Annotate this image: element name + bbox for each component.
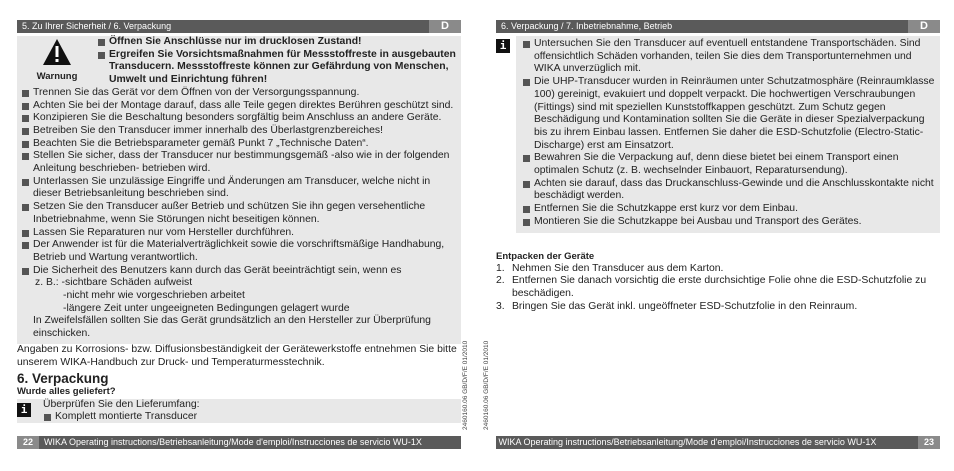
list-item: Achten sie darauf, dass das Druckanschluss-Gewinde und die Anschlusskontakte nicht beschädigt werden. bbox=[522, 178, 936, 203]
safety-list bbox=[21, 87, 457, 278]
example-line: -längere Zeit unter ungeeigneten Bedingungen gelagert wurde bbox=[63, 302, 350, 314]
footer-text: WIKA Operating instructions/Betriebsanleitung/Mode d'emploi/Instrucciones de servicio WU-1X bbox=[498, 437, 877, 447]
page-header bbox=[17, 20, 461, 33]
list-item: Entfernen Sie die Schutzkappe erst kurz vor dem Einbau. bbox=[522, 203, 936, 216]
right-page bbox=[496, 20, 940, 447]
list-item: Setzen Sie den Transducer außer Betrieb und schützen Sie ihn gegen versehentliche Inbetriebnahme, wenn Sie Störungen nicht beseitigen können. bbox=[21, 201, 457, 226]
language-badge: D bbox=[908, 20, 940, 33]
header-title: 6. Verpackung / 7. Inbetriebnahme, Betrieb bbox=[501, 21, 673, 31]
step-item bbox=[496, 263, 940, 276]
list-item: Beachten Sie die Betriebsparameter gemäß Punkt 7 „Technische Daten“. bbox=[21, 138, 457, 151]
info-block bbox=[496, 36, 940, 233]
warning-item: Öffnen Sie Anschlüsse nur im drucklosen Zustand! bbox=[97, 36, 457, 49]
step-item bbox=[496, 301, 940, 314]
list-item: Die Sicherheit des Benutzers kann durch das Gerät beeinträchtigt sein, wenn es bbox=[21, 265, 457, 278]
info-icon: i bbox=[17, 403, 31, 417]
doc-code: 2460160.06 GB/D/F/E 01/2010 bbox=[462, 340, 469, 430]
page-header bbox=[496, 20, 940, 33]
page-footer bbox=[496, 436, 940, 449]
footer-text: WIKA Operating instructions/Betriebsanleitung/Mode d'emploi/Instrucciones de servicio WU-1X bbox=[44, 437, 422, 447]
page-number: 23 bbox=[918, 436, 940, 449]
warning-label: Warnung bbox=[36, 70, 78, 82]
list-item: Lassen Sie Reparaturen nur vom Hersteller durchführen. bbox=[21, 227, 457, 240]
list-item: Die UHP-Transducer wurden in Reinräumen unter Schutzatmosphäre (Reinraumklasse 100) gereinigt, evakuiert und doppelt verpackt. Die hochwertigen Verschraubungen (Fittings) sind mit speziellen Kunststoffkappen geschützt. Zum Schutz gegen Beschädigung und Kontamination sollten Sie die Geräte in dieser Spezialverpackung bis zu ihrem Einbau lassen. Entfernen Sie daher die ESD-Schutzfolie (Electro-Static-Discharge) erst am Einsatzort. bbox=[522, 76, 936, 152]
warning-block bbox=[21, 36, 457, 87]
warning-triangle-icon bbox=[42, 38, 72, 66]
list-item: Der Anwender ist für die Materialverträglichkeit sowie die vorschriftsmäßige Handhabung, Betrieb und Wartung verantwortlich. bbox=[21, 239, 457, 264]
page-number: 22 bbox=[17, 436, 39, 449]
info-item: Komplett montierte Transducer bbox=[43, 411, 200, 423]
list-item: Konzipieren Sie die Beschaltung besonders sorgfältig beim Anschluss an andere Geräte. bbox=[21, 112, 457, 125]
list-item: Untersuchen Sie den Transducer auf eventuell entstandene Transportschäden. Sind offensichtlich Schäden vorhanden, teilen Sie dies dem Transportunternehmen und WIKA unverzüglich mit. bbox=[522, 38, 936, 76]
step-text: Nehmen Sie den Transducer aus dem Karton. bbox=[512, 262, 724, 274]
page-footer bbox=[17, 436, 461, 449]
list-item: Trennen Sie das Gerät vor dem Öffnen von der Versorgungsspannung. bbox=[21, 87, 457, 100]
step-text: Bringen Sie das Gerät inkl. ungeöffneter ESD-Schutzfolie in den Reinraum. bbox=[512, 300, 858, 312]
unpack-steps bbox=[496, 263, 940, 314]
list-item: Achten Sie bei der Montage darauf, dass alle Teile gegen direktes Berühren geschützt sind. bbox=[21, 100, 457, 113]
list-item: Montieren Sie die Schutzkappe bei Ausbau und Transport des Gerätes. bbox=[522, 216, 936, 229]
list-item: Betreiben Sie den Transducer immer innerhalb des Überlastgrenzbereiches! bbox=[21, 125, 457, 138]
info-icon: i bbox=[496, 39, 510, 53]
language-badge: D bbox=[429, 20, 461, 33]
step-number: 1. bbox=[496, 262, 505, 274]
unpack-title: Entpacken der Geräte bbox=[496, 250, 595, 262]
info-text: Überprüfen Sie den Lieferumfang: bbox=[43, 399, 200, 411]
step-text: Entfernen Sie danach vorsichtig die erste durchsichtige Folie ohne die ESD-Schutzfolie zu beschädigen. bbox=[512, 275, 927, 299]
example-line: z. B.: -sichtbare Schäden aufweist bbox=[35, 277, 193, 289]
subheading: Wurde alles geliefert? bbox=[17, 386, 116, 398]
example-line: -nicht mehr wie vorgeschrieben arbeitet bbox=[63, 290, 245, 302]
corrosion-note: Angaben zu Korrosions- bzw. Diffusionsbeständigkeit der Gerätewerkstoffe entnehmen Sie bitte unserem WIKA-Handbuch zur Druck- und Temperaturmesstechnik. bbox=[17, 343, 457, 368]
left-page bbox=[17, 20, 461, 447]
section-title: 6. Verpackung bbox=[17, 371, 109, 387]
warning-icon-group bbox=[21, 36, 93, 87]
step-number: 2. bbox=[496, 275, 505, 287]
list-item: Stellen Sie sicher, dass der Transducer nur bestimmungsgemäß -also wie in der folgenden Anleitung beschrieben- betrieben wird. bbox=[21, 150, 457, 175]
safety-box bbox=[17, 36, 461, 344]
list-item: Unterlassen Sie unzulässige Eingriffe und Änderungen am Transducer, welche nicht in dieser Betriebsanleitung beschrieben sind. bbox=[21, 176, 457, 201]
info-block bbox=[17, 399, 461, 423]
list-item: Bewahren Sie die Verpackung auf, denn diese bietet bei einem Transport einen optimalen Schutz (z. B. wechselnder Einbauort, Reparatursendung). bbox=[522, 152, 936, 177]
step-item bbox=[496, 275, 940, 300]
doc-code: 2460160.06 GB/D/F/E 01/2010 bbox=[483, 340, 490, 430]
step-number: 3. bbox=[496, 300, 505, 312]
doubt-note: In Zweifelsfällen sollten Sie das Gerät grundsätzlich an den Hersteller zur Überprüfung einschicken. bbox=[33, 315, 431, 340]
header-title: 5. Zu Ihrer Sicherheit / 6. Verpackung bbox=[22, 21, 172, 31]
warning-item: Ergreifen Sie Vorsichtsmaßnahmen für Messstoffreste in ausgebauten Transducern. Messstoffreste können zur Gefährdung von Menschen, Umwelt und Einrichtung führen! bbox=[97, 49, 457, 87]
